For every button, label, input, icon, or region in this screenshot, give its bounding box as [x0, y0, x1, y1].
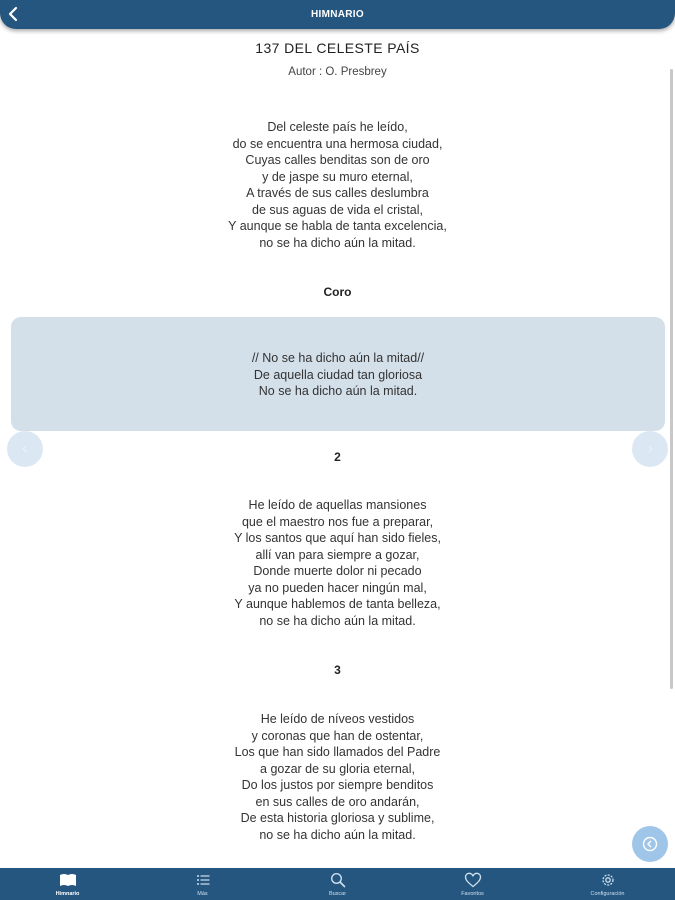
nav-buscar[interactable] — [270, 868, 405, 900]
verse-line: De esta historia gloriosa y sublime, — [240, 811, 435, 825]
nav-configuracion[interactable] — [540, 868, 675, 900]
verse-line: allí van para siempre a gozar, — [255, 547, 420, 562]
chorus-line: // No se ha dicho aún la mitad// — [251, 351, 425, 365]
verse-line: y de jaspe su muro eternal, — [262, 169, 413, 184]
nav-label: Buscar — [328, 890, 347, 897]
floating-action-button[interactable] — [632, 826, 668, 862]
chorus-label: Coro — [323, 285, 352, 299]
book-icon — [59, 873, 77, 887]
nav-favoritos[interactable] — [405, 868, 540, 900]
chevron-left-icon — [20, 444, 30, 454]
verse-line: Do los justos por siempre benditos — [241, 778, 434, 792]
nav-mas[interactable] — [135, 868, 270, 900]
verse-line: A través de sus calles deslumbra — [246, 186, 429, 200]
verse-line: Del celeste país he leído, — [267, 120, 408, 134]
search-icon — [330, 872, 346, 888]
verse-1 — [0, 119, 675, 251]
verse-line: Cuyas calles benditas son de oro — [245, 153, 430, 167]
chorus-text — [11, 350, 665, 400]
verse-2-label: 2 — [334, 450, 341, 464]
list-icon — [196, 874, 210, 886]
verse-3 — [0, 711, 675, 843]
hymn-content[interactable] — [0, 29, 675, 868]
verse-line: y coronas que han de ostentar, — [251, 728, 424, 743]
bottom-navigation — [0, 868, 675, 900]
verse-line: no se ha dicho aún la mitad. — [259, 613, 416, 628]
verse-line: Y aunque se habla de tanta excelencia, — [228, 219, 447, 233]
nav-label: Favoritos — [461, 890, 484, 897]
next-hymn-button[interactable] — [632, 431, 668, 467]
verse-line: de sus aguas de vida el cristal, — [252, 202, 423, 217]
heart-icon — [464, 872, 482, 888]
hymn-author: Autor : O. Presbrey — [288, 66, 387, 78]
verse-line: do se encuentra una hermosa ciudad, — [232, 136, 443, 151]
nav-label: Más — [197, 890, 208, 897]
scrollbar[interactable] — [670, 69, 673, 689]
verse-line: Los que han sido llamados del Padre — [234, 745, 441, 759]
verse-line: que el maestro nos fue a preparar, — [241, 514, 434, 529]
verse-line: He leído de níveos vestidos — [260, 712, 415, 726]
previous-hymn-button[interactable] — [7, 431, 43, 467]
chevron-right-icon — [645, 444, 655, 454]
gear-icon — [600, 872, 616, 888]
chorus-box — [11, 317, 665, 431]
verse-line: He leído de aquellas mansiones — [248, 498, 427, 512]
verse-line: a gozar de su gloria eternal, — [260, 761, 415, 776]
verse-line: Donde muerte dolor ni pecado — [253, 564, 422, 578]
app-header — [0, 0, 675, 29]
header-title: HIMNARIO — [311, 9, 364, 20]
verse-line: no se ha dicho aún la mitad. — [259, 827, 416, 842]
nav-himnario[interactable] — [0, 868, 135, 900]
verse-line: no se ha dicho aún la mitad. — [259, 235, 416, 250]
verse-line: Y aunque hablemos de tanta belleza, — [234, 597, 441, 611]
verse-3-label: 3 — [334, 663, 341, 677]
verse-line: ya no pueden hacer ningún mal, — [248, 580, 427, 595]
chorus-line: De aquella ciudad tan gloriosa — [253, 367, 423, 382]
nav-label: Configuración — [590, 890, 625, 897]
circle-arrow-icon — [641, 835, 659, 853]
verse-line: en sus calles de oro andarán, — [255, 794, 420, 809]
chorus-line: No se ha dicho aún la mitad. — [258, 384, 418, 398]
verse-line: Y los santos que aquí han sido fieles, — [234, 531, 441, 545]
nav-label: Himnario — [55, 890, 80, 897]
verse-2 — [0, 497, 675, 629]
hymn-title: 137 DEL CELESTE PAÍS — [255, 40, 420, 56]
